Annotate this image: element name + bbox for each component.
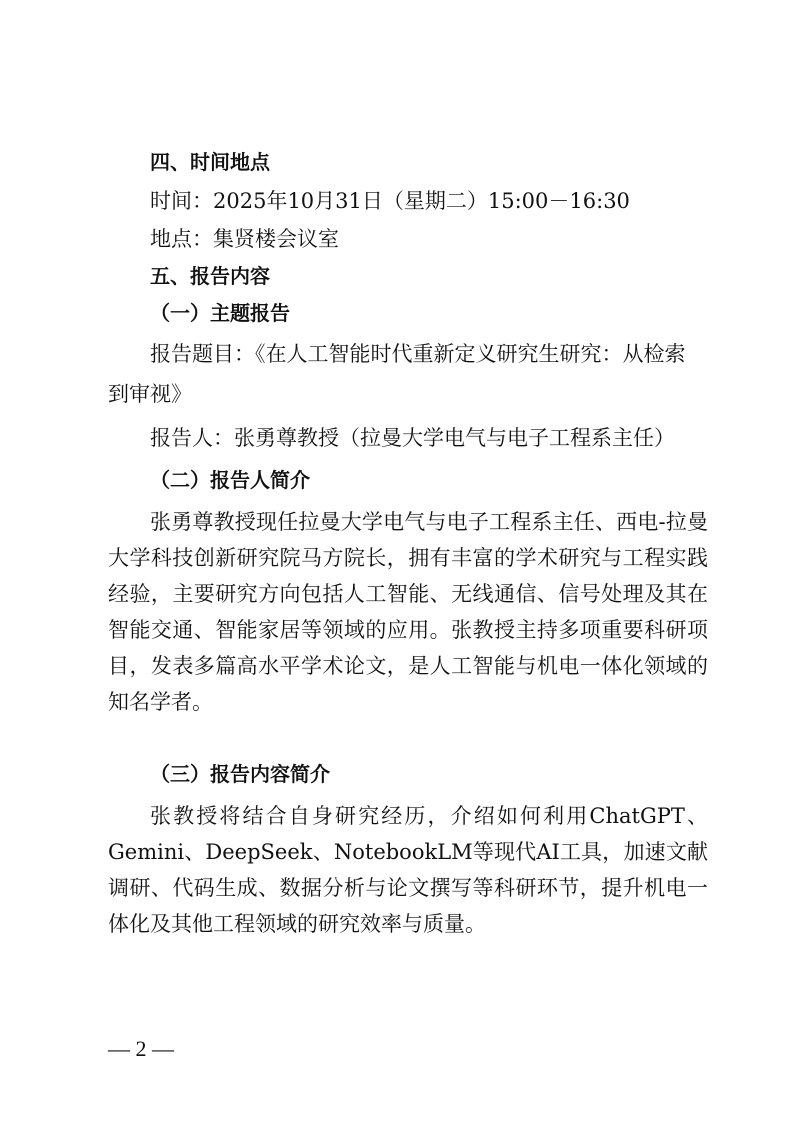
section-5-heading: 五、报告内容	[150, 264, 270, 288]
event-place: 地点：集贤楼会议室	[150, 227, 339, 251]
subsection-1-heading: （一）主题报告	[150, 301, 290, 325]
subsection-2-heading: （二）报告人简介	[150, 468, 310, 492]
speaker-bio-paragraph: 张勇尊教授现任拉曼大学电气与电子工程系主任、西电-拉曼大学科技创新研究院马方院长，拥有丰富的学术研究与工程实践经验，主要研究方向包括人工智能、无线通信、信号处理及其在智能交通、智能家居等领域的应用。张教授主持多项重要科研项目，发表多篇高水平学术论文，是人工智能与机电一体化领域的知名学者。	[108, 510, 708, 714]
report-summary-paragraph: 张教授将结合自身研究经历，介绍如何利用ChatGPT、Gemini、DeepSeek、NotebookLM等现代AI工具，加速文献调研、代码生成、数据分析与论文撰写等科研环节，提升机电一体化及其他工程领域的研究效率与质量。	[108, 804, 708, 936]
event-time: 时间：2025年10月31日（星期二）15:00－16:30	[150, 189, 630, 213]
page-number: — 2 —	[108, 1036, 174, 1061]
section-4-heading: 四、时间地点	[150, 150, 270, 174]
report-title-line-2: 到审视》	[108, 382, 192, 406]
subsection-3-heading: （三）报告内容简介	[150, 762, 330, 786]
report-title-line-1: 报告题目：《在人工智能时代重新定义研究生研究：从检索	[150, 342, 686, 366]
report-speaker: 报告人：张勇尊教授（拉曼大学电气与电子工程系主任）	[150, 426, 675, 450]
